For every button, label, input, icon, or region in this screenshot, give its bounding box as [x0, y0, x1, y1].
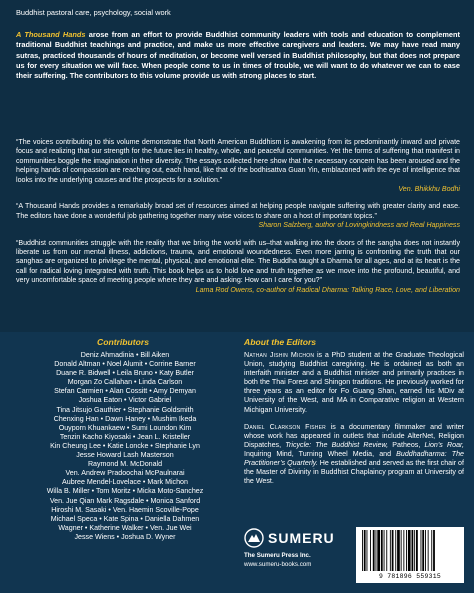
publication-title: Lion’s Roar,	[424, 440, 464, 449]
contributor-row: Chenxing Han • Dawn Haney • Mushim Ikeda	[53, 414, 197, 423]
editor-bio	[244, 351, 464, 415]
publication-title: Tricycle: The Buddhist Review,	[285, 440, 389, 449]
sumeru-mountain-icon	[244, 528, 264, 548]
editor-bio-text: Patheos,	[392, 440, 421, 449]
contributor-row: Jesse Wiens • Joshua D. Wyner	[74, 532, 176, 541]
endorsements	[16, 138, 460, 303]
category-label: Buddhist pastoral care, psychology, social work	[16, 8, 171, 17]
intro-text: arose from an effort to provide Buddhist community leaders with tools and education to complement traditional Buddhist teachings and practice, and make us more effective caregivers and leaders. We may have read many sutras, practiced thousands of hours of meditation, or become well versed in Buddhist philosophy, but that does not prepare us for every situation we will face. When people come to us in times of trouble, we will want to do whatever we can to ease their suffering. The contributors to this volume provide us with strong places to start.	[16, 30, 460, 81]
editors-bios	[244, 351, 464, 494]
isbn-number: 9 781896 559315	[378, 573, 442, 580]
barcode-bars	[356, 527, 464, 573]
contributor-row: Hiroshi M. Sasaki • Ven. Haemin Scoville-Pope	[51, 505, 199, 514]
contributor-row: Willa B. Miller • Tom Moritz • Micka Moto-Sanchez	[46, 487, 204, 496]
endorsement	[16, 202, 460, 230]
contributor-row: Raymond M. McDonald	[87, 460, 163, 469]
publisher-name: The Sumeru Press Inc.	[244, 552, 311, 559]
contributor-row: Morgan Zo Callahan • Linda Carlson	[67, 378, 183, 387]
contributor-row: Jesse Howard Lash Masterson	[76, 451, 174, 460]
editor-bio	[244, 423, 464, 487]
editors-title: About the Editors	[244, 337, 317, 347]
contributor-row: Michael Speca • Kate Spina • Daniella Dahmen	[50, 514, 200, 523]
editor-name: Daniel Clarkson Fisher	[244, 422, 326, 431]
contributor-row: Stefan Carmien • Alan Cossitt • Amy Demyan	[54, 387, 196, 396]
endorsement-role: co-author of Radical Dharma: Talking Race, Love, and Liberation	[256, 285, 460, 294]
contributors-list	[16, 351, 234, 542]
contributor-row: Ven. Jue Qian Mark Ragsdale • Monica Sanford	[49, 496, 201, 505]
endorsement-text: “A Thousand Hands provides a remarkably broad set of resources aimed at helping people navigate suffering with greater clarity and ease. The editors have done a wonderful job gathering together many wise voices to share on a host of important topics.”	[16, 202, 460, 220]
editor-bio-text: is a documentary filmmaker and writer whose work has appeared in outlets that include AlterNet, Religion Dispatches,	[244, 422, 464, 449]
editor-bio-text: is a PhD student at the Graduate Theological Union, studying Buddhist caregiving. He is ordained as both an interfaith minister and a Buddhist minister and primarily practices in both the Thai Forest and Shingon traditions. He previously worked for three years as an editor for Fo Guang Shan, earned his MDiv at University of the West, and MA in Comparative religion at Western Michigan University.	[244, 351, 464, 414]
publisher-url: www.sumeru-books.com	[244, 561, 312, 568]
intro-paragraph	[16, 30, 460, 81]
contributor-row: Wagner • Katherine Walker • Ven. Jue Wei	[58, 523, 192, 532]
contributor-row: Tenzin Kacho Kiyosaki • Jean L. Kristeller	[59, 432, 191, 441]
endorsement-author: Sharon Salzberg,	[258, 221, 314, 230]
endorsement-attribution	[16, 286, 460, 295]
editor-bio-text: Inquiring Mind, Turning Wheel Media, and	[244, 449, 392, 458]
contributor-row: Kin Cheung Lee • Katie Loncke • Stephanie Lyn	[50, 441, 200, 450]
contributor-row: Ouyporn Khuankaew • Sumi Loundon Kim	[58, 423, 192, 432]
contributor-row: Tina Jitsujo Gauthier • Stephanie Goldsmith	[56, 405, 194, 414]
contributor-row: Joshua Eaton • Victor Gabriel	[78, 396, 172, 405]
contributor-row: Duane R. Bidwell • Leila Bruno • Katy Butler	[56, 369, 194, 378]
publication-title: Buddhadharma: The Practitioner’s Quarterly.	[244, 449, 464, 468]
contributor-row: Deniz Ahmadinia • Bill Aiken	[80, 351, 170, 359]
contributor-row: Ven. Andrew Pradoochai McPaulnarai	[65, 469, 185, 478]
endorsement-text: “The voices contributing to this volume demonstrate that North American Buddhism is awakening from its predominantly inward and private focus and realizing that our strength for the future lies in healthy, whole, and peaceful communities. Yet the forms of suffering that manifest in communities boggle the imagination in their diversity. The essays collected here show that the necessary concern has been aroused and the helping hands of compassion are reaching out, each hand, like that of the bodhisattva Guan Yin, emblazoned with the eye of intelligence that looks into the underlying causes and the prospects for a solution.”	[16, 138, 460, 184]
endorsement-attribution	[16, 221, 460, 230]
publisher-logo-text: SUMERU	[268, 530, 335, 546]
endorsement-attribution	[16, 185, 460, 194]
editor-name: Nathan Jishin Michon	[244, 351, 315, 359]
intro-book-title: A Thousand Hands	[16, 30, 86, 39]
endorsement	[16, 239, 460, 295]
editor-bio-text: He established and served as the first chair of the Master of Divinity in Buddhist Chaplaincy program at University of the West.	[244, 459, 464, 486]
publisher-logo	[244, 528, 354, 578]
contributor-row: Aubree Mendel-Lovelace • Mark Michon	[62, 478, 188, 487]
endorsement	[16, 138, 460, 194]
contributor-row: Donald Altman • Noel Alumit • Corrine Barner	[54, 360, 196, 369]
isbn-barcode	[356, 527, 464, 583]
endorsement-text: “Buddhist communities struggle with the reality that we bring the world with us–that walking into the doors of the sangha does not instantly liberate us from our mental illness, addictions, trauma, and emotional woundedness. Even more jarring is confronting the truth that our sanghas are organized to privilege the mental, physical, and emotional elite. The Buddha taught a Dharma for all ages, and at its heart is the call for radical loving integrated with truth. This book helps us to hold love and truth together as we move into the profound, beautiful, and very uncomfortable space of meeting people where they are and asking: How can I care for you?”	[16, 238, 460, 285]
endorsement-author: Ven. Bhikkhu Bodhi	[398, 185, 460, 194]
endorsement-role: author of Lovingkindness and Real Happiness	[315, 221, 460, 230]
contributors-title: Contributors	[97, 337, 150, 347]
endorsement-author: Lama Rod Owens,	[195, 285, 255, 294]
